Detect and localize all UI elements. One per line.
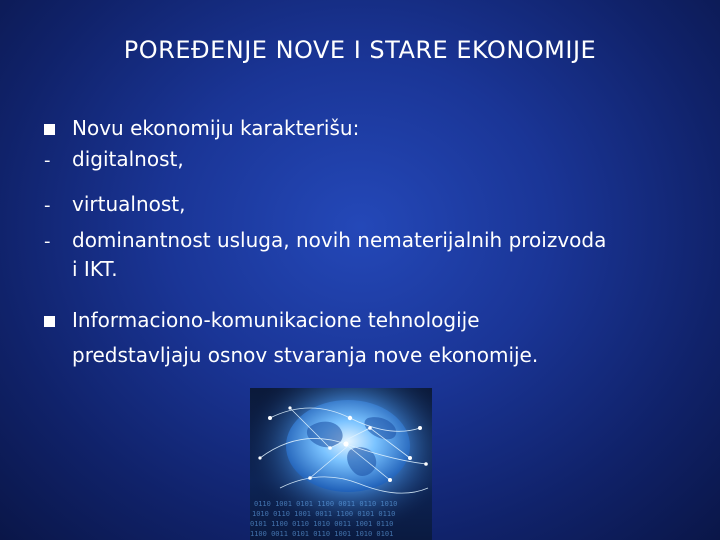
svg-text:0110 1001 0101 1100 0011 0110: 0110 1001 0101 1100 0011 0110 1010 <box>254 500 398 508</box>
svg-text:1010 0110 1001 0011 1100 0101: 1010 0110 1001 0011 1100 0101 0110 <box>252 510 396 518</box>
dash-text: digitalnost, <box>72 147 184 171</box>
dash-bullet-icon: - <box>44 195 51 216</box>
globe-network-image <box>250 388 432 540</box>
dash-text: dominantnost usluga, novih nematerijalnih proizvoda <box>72 228 607 252</box>
continuation-text: i IKT. <box>72 257 118 281</box>
globe-network-icon <box>250 388 432 540</box>
dash-bullet-icon: - <box>44 231 51 252</box>
square-bullet-icon <box>44 306 64 334</box>
dash-text: virtualnost, <box>72 192 186 216</box>
svg-text:0101 1100 0110 1010 0011 1001: 0101 1100 0110 1010 0011 1001 0110 <box>250 520 394 528</box>
slide-title: POREĐENJE NOVE I STARE EKONOMIJE <box>123 36 597 64</box>
bullet-text: Novu ekonomiju karakterišu: <box>72 116 360 140</box>
svg-text:1100 0011 0101 0110 1001 1010: 1100 0011 0101 0110 1001 1010 0101 <box>250 530 394 538</box>
bullet-text: Informaciono-komunikacione tehnologije <box>72 308 480 332</box>
dash-bullet-icon: - <box>44 150 51 171</box>
continuation-text: predstavljaju osnov stvaranja nove ekonomije. <box>72 343 539 367</box>
square-bullet-icon <box>44 114 64 142</box>
